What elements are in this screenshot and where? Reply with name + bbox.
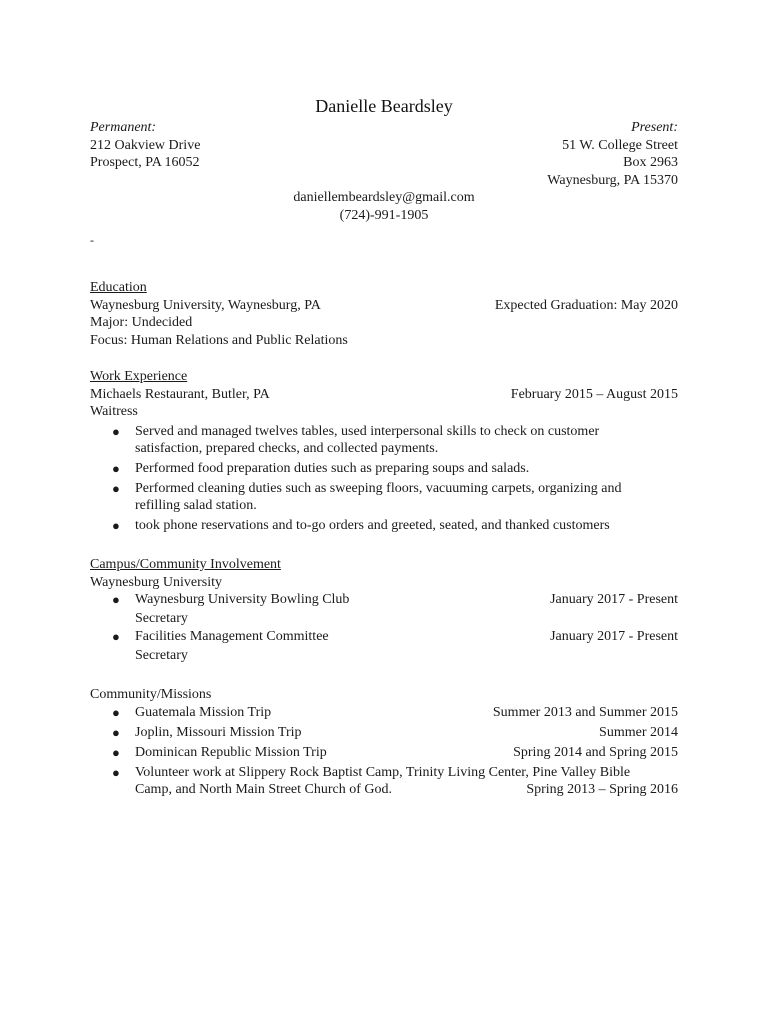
bullet-icon: ● xyxy=(112,704,120,720)
community-item-row xyxy=(135,704,678,721)
bullet-icon: ● xyxy=(112,460,120,476)
work-dates: February 2015 – August 2015 xyxy=(510,386,678,402)
volunteer-dates: Spring 2013 – Spring 2016 xyxy=(526,781,678,797)
education-school-row xyxy=(90,297,678,315)
list-item xyxy=(90,724,678,744)
bullet-icon: ● xyxy=(112,517,120,533)
work-heading: Work Experience xyxy=(90,369,188,384)
list-item xyxy=(90,423,678,457)
list-item xyxy=(90,628,678,647)
work-section xyxy=(90,368,678,534)
community-section xyxy=(90,686,678,798)
phone: (724)-991-1905 xyxy=(339,207,429,223)
duty-text-line1: Performed cleaning duties such as sweeping floors, vacuuming carpets, organizing and xyxy=(135,480,622,496)
work-employer-row xyxy=(90,386,678,404)
list-item xyxy=(90,460,678,477)
list-item xyxy=(90,591,678,610)
education-school: Waynesburg University, Waynesburg, PA xyxy=(90,297,321,313)
present-address xyxy=(428,119,678,189)
permanent-street: 212 Oakview Drive xyxy=(90,137,201,153)
present-box: Box 2963 xyxy=(623,155,678,170)
bullet-icon: ● xyxy=(112,629,120,644)
community-item-row xyxy=(135,744,678,761)
permanent-label: Permanent: xyxy=(90,120,157,135)
community-item-dates: Summer 2013 and Summer 2015 xyxy=(492,704,678,720)
duty-text-line1: Performed food preparation duties such as preparing soups and salads. xyxy=(135,460,530,476)
community-item-dates: Spring 2014 and Spring 2015 xyxy=(513,744,678,760)
volunteer-text-line1: Volunteer work at Slippery Rock Baptist Camp, Trinity Living Center, Pine Valley Bible xyxy=(135,764,631,780)
education-major: Major: Undecided xyxy=(90,315,193,330)
campus-heading: Campus/Community Involvement xyxy=(90,557,281,572)
duty-text-line1: took phone reservations and to-go orders and greeted, seated, and thanked customers xyxy=(135,517,610,533)
list-item xyxy=(90,764,678,798)
campus-item-name: Waynesburg University Bowling Club xyxy=(135,592,350,607)
list-item xyxy=(90,744,678,764)
campus-item-dates: January 2017 - Present xyxy=(550,629,678,644)
education-heading: Education xyxy=(90,280,147,295)
stray-mark: - xyxy=(90,233,94,247)
bullet-icon: ● xyxy=(112,764,120,780)
community-item-dates: Summer 2014 xyxy=(599,724,678,740)
campus-org: Waynesburg University xyxy=(90,574,222,590)
campus-item-role: Secretary xyxy=(135,611,188,626)
duty-text-line2: refilling salad station. xyxy=(135,497,257,513)
campus-item-row xyxy=(135,628,678,645)
bullet-icon: ● xyxy=(112,423,120,439)
community-list xyxy=(90,704,678,798)
bullet-icon: ● xyxy=(112,744,120,760)
education-focus: Focus: Human Relations and Public Relations xyxy=(90,332,348,348)
list-item xyxy=(90,480,678,514)
campus-item-dates: January 2017 - Present xyxy=(550,592,678,607)
contact-info xyxy=(90,189,678,224)
duty-text-line1: Served and managed twelves tables, used interpersonal skills to check on customer xyxy=(135,423,600,439)
resume-page xyxy=(90,0,678,1024)
email: daniellembeardsley@gmail.com xyxy=(293,190,475,205)
bullet-icon: ● xyxy=(112,592,120,607)
volunteer-row xyxy=(135,781,678,798)
campus-section xyxy=(90,556,678,665)
work-duties-list xyxy=(90,423,678,534)
list-item xyxy=(90,517,678,534)
permanent-city: Prospect, PA 16052 xyxy=(90,155,200,170)
education-section xyxy=(90,279,678,349)
present-street: 51 W. College Street xyxy=(562,137,678,153)
volunteer-text-line2: Camp, and North Main Street Church of God. xyxy=(135,781,393,797)
present-city: Waynesburg, PA 15370 xyxy=(547,172,678,188)
campus-item-role: Secretary xyxy=(135,648,188,663)
present-label: Present: xyxy=(631,120,678,135)
duty-text-line2: satisfaction, prepared checks, and collected payments. xyxy=(135,440,439,456)
community-item-row xyxy=(135,724,678,741)
community-item-name: Guatemala Mission Trip xyxy=(135,704,272,720)
education-graduation: Expected Graduation: May 2020 xyxy=(494,297,678,313)
campus-item-name: Facilities Management Committee xyxy=(135,629,329,644)
campus-item-row xyxy=(135,591,678,608)
community-item-name: Dominican Republic Mission Trip xyxy=(135,744,327,760)
bullet-icon: ● xyxy=(112,480,120,496)
campus-list xyxy=(90,591,678,610)
bullet-icon: ● xyxy=(112,724,120,740)
community-item-name: Joplin, Missouri Mission Trip xyxy=(135,724,302,740)
permanent-address xyxy=(90,119,340,172)
list-item xyxy=(90,704,678,724)
campus-list xyxy=(90,628,678,647)
candidate-name: Danielle Beardsley xyxy=(315,96,453,116)
work-title: Waitress xyxy=(90,404,138,419)
community-heading: Community/Missions xyxy=(90,687,212,702)
work-employer: Michaels Restaurant, Butler, PA xyxy=(90,386,270,402)
